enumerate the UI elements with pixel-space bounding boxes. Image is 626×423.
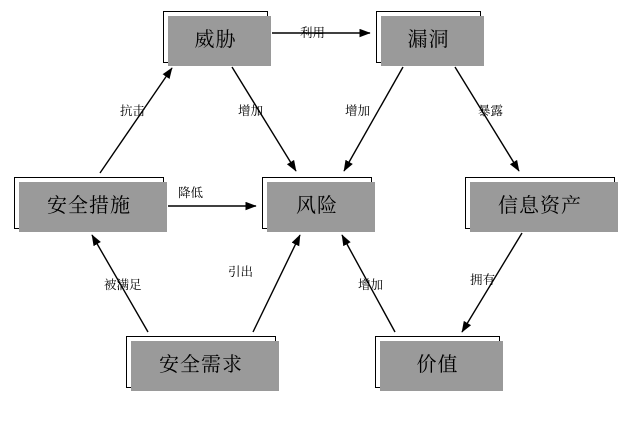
node-security-requirement[interactable] (126, 336, 276, 388)
edge-label-vuln-asset: 暴露 (478, 103, 504, 118)
edge-vuln-asset (455, 67, 519, 171)
edge-label-control-risk: 降低 (178, 185, 204, 200)
edge-label-threat-vuln: 利用 (300, 25, 326, 40)
node-label: 信息资产 (498, 192, 582, 217)
edge-label-control-threat: 抗击 (120, 103, 146, 118)
node-label: 安全措施 (47, 192, 131, 217)
edge-label-value-risk: 增加 (358, 277, 384, 292)
edge-need-risk (253, 235, 300, 332)
node-value[interactable] (375, 336, 500, 388)
edge-label-need-control: 被满足 (104, 277, 142, 292)
node-vulnerability[interactable] (376, 11, 481, 63)
edge-label-asset-value: 拥有 (470, 272, 496, 287)
edge-threat-risk (232, 67, 296, 171)
edge-label-vuln-risk: 增加 (345, 103, 371, 118)
node-label: 威胁 (194, 26, 237, 51)
node-label: 安全需求 (159, 351, 243, 376)
node-label: 价值 (416, 351, 459, 376)
edge-vuln-risk (344, 67, 403, 171)
node-security-control[interactable] (14, 177, 164, 229)
node-label: 风险 (296, 192, 338, 217)
edge-label-threat-risk: 增加 (238, 103, 264, 118)
edge-label-need-risk: 引出 (228, 264, 254, 279)
node-risk[interactable] (262, 177, 372, 229)
node-label: 漏洞 (407, 26, 450, 51)
node-information-asset[interactable] (465, 177, 615, 229)
node-threat[interactable] (163, 11, 268, 63)
edge-control-threat (100, 68, 172, 173)
